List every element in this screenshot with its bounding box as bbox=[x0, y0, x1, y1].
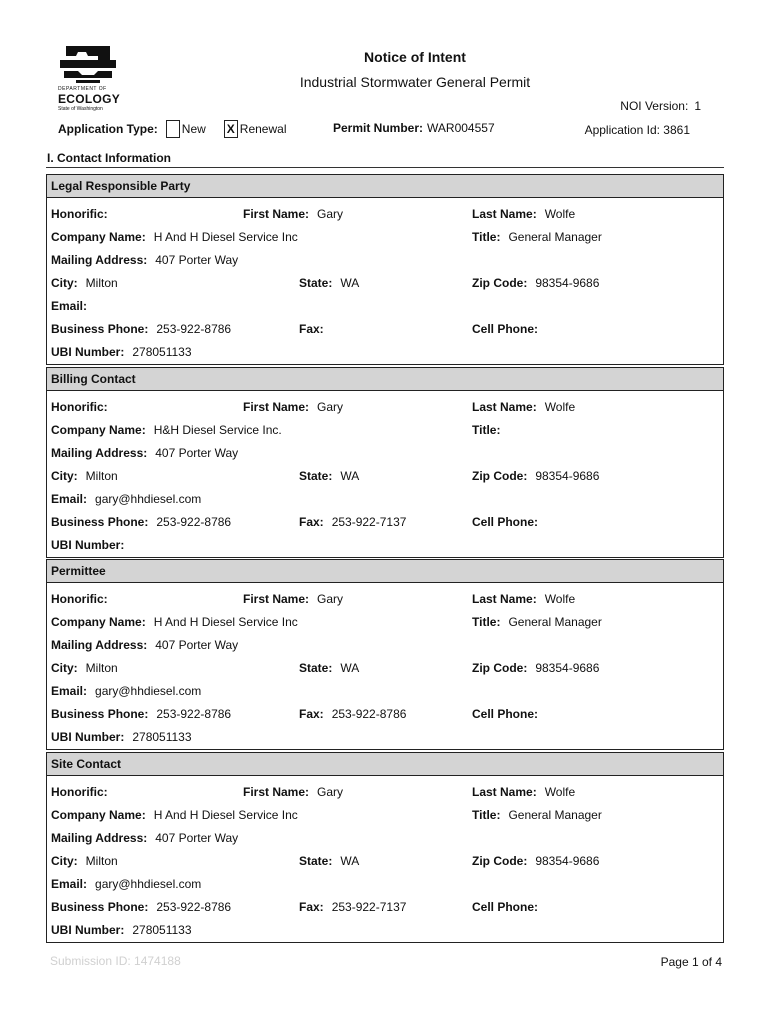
title-label: Title: bbox=[472, 808, 501, 822]
contact-row-ubi bbox=[47, 726, 723, 749]
application-type bbox=[58, 120, 305, 138]
contact-row-address bbox=[47, 442, 723, 465]
mailing-address-value: 407 Porter Way bbox=[155, 253, 239, 267]
contact-row-company bbox=[47, 804, 723, 827]
new-option-label: New bbox=[181, 122, 206, 136]
company-name-label: Company Name: bbox=[51, 230, 146, 244]
fax-value: 253-922-8786 bbox=[331, 707, 407, 721]
business-phone-label: Business Phone: bbox=[51, 322, 149, 336]
company-name-label: Company Name: bbox=[51, 808, 146, 822]
renewal-option-label: Renewal bbox=[239, 122, 287, 136]
contact-row-company bbox=[47, 419, 723, 442]
fax-label: Fax: bbox=[299, 322, 324, 336]
business-phone-label: Business Phone: bbox=[51, 515, 149, 529]
contact-block bbox=[46, 752, 724, 943]
contact-row-email bbox=[47, 295, 723, 318]
city-value: Milton bbox=[85, 661, 118, 675]
ubi-number-value: 278051133 bbox=[132, 923, 192, 937]
title-label: Title: bbox=[472, 615, 501, 629]
honorific-label: Honorific: bbox=[51, 785, 108, 799]
city-value: Milton bbox=[85, 854, 118, 868]
logo-state-text: State of Washington bbox=[58, 106, 103, 112]
contact-row-company bbox=[47, 611, 723, 634]
page-number: Page 1 of 4 bbox=[660, 955, 722, 969]
noi-version-value: 1 bbox=[694, 99, 701, 113]
contact-row-ubi bbox=[47, 919, 723, 942]
noi-version bbox=[620, 99, 701, 113]
city-label: City: bbox=[51, 661, 78, 675]
section-divider bbox=[46, 167, 724, 168]
honorific-label: Honorific: bbox=[51, 400, 108, 414]
contact-block-heading: Site Contact bbox=[47, 753, 723, 776]
contact-row-name bbox=[47, 396, 723, 419]
email-label: Email: bbox=[51, 684, 88, 698]
fax-value: 253-922-7137 bbox=[331, 515, 407, 529]
last-name-value: Wolfe bbox=[544, 400, 576, 414]
last-name-value: Wolfe bbox=[544, 592, 576, 606]
renewal-checkbox[interactable]: X bbox=[224, 120, 238, 138]
logo-dept-text: DEPARTMENT OF bbox=[58, 86, 107, 92]
fax-value: 253-922-7137 bbox=[331, 900, 407, 914]
new-checkbox[interactable] bbox=[166, 120, 180, 138]
last-name-label: Last Name: bbox=[472, 785, 537, 799]
first-name-value: Gary bbox=[317, 592, 344, 606]
permit-number-label: Permit Number: bbox=[333, 121, 424, 135]
noi-version-label: NOI Version: bbox=[620, 99, 689, 113]
state-label: State: bbox=[299, 469, 333, 483]
application-id: Application Id: 3861 bbox=[584, 123, 690, 137]
first-name-value: Gary bbox=[317, 207, 344, 221]
last-name-value: Wolfe bbox=[544, 207, 576, 221]
contact-row-name bbox=[47, 203, 723, 226]
zip-code-label: Zip Code: bbox=[472, 661, 528, 675]
last-name-label: Last Name: bbox=[472, 207, 537, 221]
fax-label: Fax: bbox=[299, 900, 324, 914]
email-value: gary@hhdiesel.com bbox=[95, 492, 202, 506]
contact-row-phone bbox=[47, 511, 723, 534]
title-value: General Manager bbox=[508, 615, 602, 629]
honorific-label: Honorific: bbox=[51, 207, 108, 221]
contact-row-city bbox=[47, 657, 723, 680]
contact-row-name bbox=[47, 588, 723, 611]
contact-block bbox=[46, 174, 724, 365]
permit-number bbox=[333, 121, 495, 135]
company-name-label: Company Name: bbox=[51, 423, 146, 437]
city-label: City: bbox=[51, 276, 78, 290]
state-value: WA bbox=[340, 661, 360, 675]
contact-row-ubi bbox=[47, 534, 723, 557]
title-value: General Manager bbox=[508, 230, 602, 244]
contact-row-city bbox=[47, 272, 723, 295]
zip-code-value: 98354-9686 bbox=[535, 661, 600, 675]
fax-label: Fax: bbox=[299, 515, 324, 529]
city-value: Milton bbox=[85, 469, 118, 483]
contact-block-heading: Legal Responsible Party bbox=[47, 175, 723, 198]
zip-code-value: 98354-9686 bbox=[535, 854, 600, 868]
last-name-value: Wolfe bbox=[544, 785, 576, 799]
zip-code-label: Zip Code: bbox=[472, 276, 528, 290]
state-label: State: bbox=[299, 276, 333, 290]
cell-phone-label: Cell Phone: bbox=[472, 515, 539, 529]
business-phone-value: 253-922-8786 bbox=[156, 707, 232, 721]
mailing-address-label: Mailing Address: bbox=[51, 253, 148, 267]
title-value: General Manager bbox=[508, 808, 602, 822]
permit-number-value: WAR004557 bbox=[427, 121, 495, 135]
business-phone-label: Business Phone: bbox=[51, 900, 149, 914]
contact-row-city bbox=[47, 850, 723, 873]
business-phone-label: Business Phone: bbox=[51, 707, 149, 721]
contact-row-phone bbox=[47, 896, 723, 919]
mailing-address-label: Mailing Address: bbox=[51, 831, 148, 845]
ubi-number-value: 278051133 bbox=[132, 730, 192, 744]
section-title: I. Contact Information bbox=[47, 151, 171, 165]
state-value: WA bbox=[340, 854, 360, 868]
first-name-label: First Name: bbox=[243, 592, 310, 606]
city-label: City: bbox=[51, 854, 78, 868]
contact-block bbox=[46, 367, 724, 558]
cell-phone-label: Cell Phone: bbox=[472, 322, 539, 336]
contact-row-phone bbox=[47, 318, 723, 341]
last-name-label: Last Name: bbox=[472, 592, 537, 606]
document-title: Notice of Intent bbox=[364, 49, 466, 65]
email-label: Email: bbox=[51, 492, 88, 506]
first-name-value: Gary bbox=[317, 785, 344, 799]
mailing-address-value: 407 Porter Way bbox=[155, 638, 239, 652]
contact-row-ubi bbox=[47, 341, 723, 364]
contact-row-address bbox=[47, 634, 723, 657]
mailing-address-label: Mailing Address: bbox=[51, 638, 148, 652]
city-value: Milton bbox=[85, 276, 118, 290]
ubi-number-label: UBI Number: bbox=[51, 730, 125, 744]
application-type-label: Application Type: bbox=[58, 122, 158, 136]
first-name-label: First Name: bbox=[243, 207, 310, 221]
contact-block bbox=[46, 559, 724, 750]
fax-label: Fax: bbox=[299, 707, 324, 721]
state-value: WA bbox=[340, 276, 360, 290]
ubi-number-label: UBI Number: bbox=[51, 923, 125, 937]
first-name-value: Gary bbox=[317, 400, 344, 414]
logo-ecology-text: ECOLOGY bbox=[58, 92, 121, 106]
ubi-number-value: 278051133 bbox=[132, 345, 192, 359]
first-name-label: First Name: bbox=[243, 785, 310, 799]
contact-row-phone bbox=[47, 703, 723, 726]
business-phone-value: 253-922-8786 bbox=[156, 322, 232, 336]
title-label: Title: bbox=[472, 230, 501, 244]
ubi-number-label: UBI Number: bbox=[51, 345, 125, 359]
email-value: gary@hhdiesel.com bbox=[95, 877, 202, 891]
contact-row-company bbox=[47, 226, 723, 249]
state-label: State: bbox=[299, 661, 333, 675]
contact-row-email bbox=[47, 680, 723, 703]
mailing-address-value: 407 Porter Way bbox=[155, 831, 239, 845]
email-label: Email: bbox=[51, 877, 88, 891]
email-value: gary@hhdiesel.com bbox=[95, 684, 202, 698]
last-name-label: Last Name: bbox=[472, 400, 537, 414]
contact-row-city bbox=[47, 465, 723, 488]
state-value: WA bbox=[340, 469, 360, 483]
company-name-value: H&H Diesel Service Inc. bbox=[153, 423, 282, 437]
business-phone-value: 253-922-8786 bbox=[156, 515, 232, 529]
contact-block-heading: Billing Contact bbox=[47, 368, 723, 391]
zip-code-value: 98354-9686 bbox=[535, 469, 600, 483]
title-label: Title: bbox=[472, 423, 501, 437]
contact-row-email bbox=[47, 488, 723, 511]
contact-row-address bbox=[47, 827, 723, 850]
document-subtitle: Industrial Stormwater General Permit bbox=[299, 74, 531, 90]
contact-row-email bbox=[47, 873, 723, 896]
ubi-number-label: UBI Number: bbox=[51, 538, 125, 552]
company-name-value: H And H Diesel Service Inc bbox=[153, 230, 298, 244]
first-name-label: First Name: bbox=[243, 400, 310, 414]
submission-id: Submission ID: 1474188 bbox=[50, 954, 181, 968]
company-name-value: H And H Diesel Service Inc bbox=[153, 808, 298, 822]
contact-block-heading: Permittee bbox=[47, 560, 723, 583]
honorific-label: Honorific: bbox=[51, 592, 108, 606]
mailing-address-label: Mailing Address: bbox=[51, 446, 148, 460]
contact-row-address bbox=[47, 249, 723, 272]
city-label: City: bbox=[51, 469, 78, 483]
cell-phone-label: Cell Phone: bbox=[472, 707, 539, 721]
contact-row-name bbox=[47, 781, 723, 804]
email-label: Email: bbox=[51, 299, 88, 313]
company-name-label: Company Name: bbox=[51, 615, 146, 629]
business-phone-value: 253-922-8786 bbox=[156, 900, 232, 914]
cell-phone-label: Cell Phone: bbox=[472, 900, 539, 914]
company-name-value: H And H Diesel Service Inc bbox=[153, 615, 298, 629]
mailing-address-value: 407 Porter Way bbox=[155, 446, 239, 460]
zip-code-label: Zip Code: bbox=[472, 469, 528, 483]
state-label: State: bbox=[299, 854, 333, 868]
zip-code-label: Zip Code: bbox=[472, 854, 528, 868]
zip-code-value: 98354-9686 bbox=[535, 276, 600, 290]
